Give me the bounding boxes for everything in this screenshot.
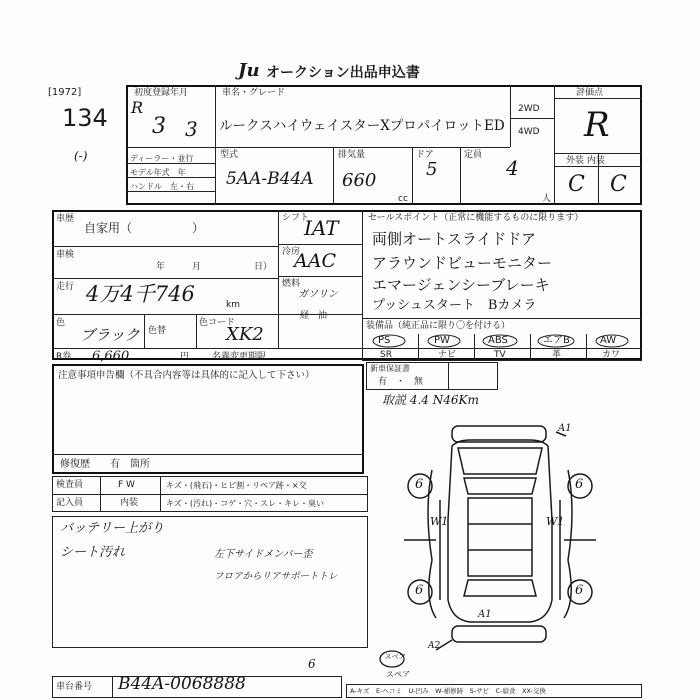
year-era: R bbox=[131, 98, 144, 117]
sheet-title: オークション出品申込書 bbox=[266, 65, 420, 81]
label-fuel: 燃料 bbox=[282, 279, 301, 289]
label-spare: スペア bbox=[386, 670, 410, 679]
equip-sr: SR bbox=[380, 350, 392, 360]
label-dealer: ディーラー・並行 bbox=[130, 154, 194, 163]
label-first-reg: 初度登録年月 bbox=[134, 88, 189, 98]
equip-tv: TV bbox=[494, 350, 506, 360]
scribble-mark: (-) bbox=[74, 149, 88, 163]
warranty-note: 取説 4.4 N46Km bbox=[382, 393, 479, 407]
warranty-options: 有 ・ 無 bbox=[378, 377, 424, 387]
chassis-value: B44A-0068888 bbox=[118, 674, 246, 694]
label-yen: 円 bbox=[180, 352, 190, 362]
label-inspection-day: 日） bbox=[254, 262, 273, 272]
label-sales-points: セールスポイント（正常に機能するものに限ります） bbox=[368, 213, 584, 223]
damage-legend: A-キズ E-ヘコミ U-凹み W-補修跡 S-サビ C-腐食 XX-交換 bbox=[350, 687, 546, 695]
label-color-code: 色コード bbox=[199, 318, 236, 328]
label-2wd: 2WD bbox=[518, 104, 540, 114]
tyre-mark-rear-right: 6 bbox=[575, 583, 584, 598]
label-repair: 修復歴 有 箇所 bbox=[60, 459, 150, 470]
label-inspection-ym: 年 月 bbox=[156, 262, 202, 272]
label-warranty: 新車保証書 bbox=[370, 364, 410, 373]
label-inspection: 車検 bbox=[56, 250, 75, 260]
chassis-mark: 6 bbox=[308, 657, 316, 671]
label-diesel: 経 油 bbox=[300, 311, 328, 321]
cc-value: 660 bbox=[342, 170, 377, 191]
interior-grade: C bbox=[610, 172, 627, 197]
label-notes: 注意事項申告欄（不具合内容等は具体的に記入して下さい） bbox=[58, 370, 315, 381]
defects-fw: キズ・(飛石)・ヒビ割・リペア跡・×交 bbox=[166, 481, 307, 490]
sales-point-4: プッシュスタート Bカメラ bbox=[372, 298, 537, 313]
equip-navi: ナビ bbox=[438, 350, 457, 360]
label-name-change: 名義変更期限 bbox=[212, 352, 267, 362]
mileage-value: 4万4千746 bbox=[86, 282, 195, 306]
sales-point-1: 両側オートスライドドア bbox=[372, 230, 536, 248]
panel-note-2: フロアからリアサポートトレ bbox=[214, 571, 338, 582]
diagram-mark-w1-right: W1 bbox=[546, 515, 565, 528]
label-fw: F W bbox=[118, 480, 135, 490]
equip-abs: ABS bbox=[488, 335, 508, 346]
defects-interior: キズ・(汚れ)・コゲ・穴・スレ・キレ・臭い bbox=[166, 499, 325, 508]
spare-stamp: スペア bbox=[384, 653, 405, 661]
label-ext-int: 外装 内装 bbox=[566, 156, 605, 166]
equip-aw: AW bbox=[600, 335, 617, 346]
label-writer: 記入員 bbox=[56, 498, 84, 508]
color-value: ブラック bbox=[80, 326, 140, 344]
shift-value: IAT bbox=[304, 216, 339, 240]
year-number: 3 bbox=[152, 114, 166, 139]
label-chassis: 車台番号 bbox=[56, 682, 93, 692]
diagram-mark-rear-corner: A2 bbox=[428, 641, 441, 651]
lot-number: 134 bbox=[62, 104, 108, 132]
equip-pw: PW bbox=[434, 335, 450, 346]
label-color: 色 bbox=[56, 318, 66, 328]
fuel-value: ガソリン bbox=[298, 289, 338, 300]
label-color-change: 色替 bbox=[148, 326, 167, 336]
color-code-value: XK2 bbox=[226, 324, 264, 345]
equip-leather: 革 bbox=[552, 350, 562, 360]
label-interior: 内装 bbox=[120, 498, 139, 508]
tyre-mark-rear-left: 6 bbox=[415, 583, 424, 598]
label-persons: 人 bbox=[542, 194, 552, 204]
capacity-value: 4 bbox=[506, 156, 519, 180]
sales-point-2: アラウンドビューモニター bbox=[372, 254, 553, 272]
label-cc: cc bbox=[398, 194, 408, 204]
label-car-name: 車名・グレード bbox=[222, 88, 286, 98]
label-km: km bbox=[226, 300, 240, 310]
equip-ps: PS bbox=[378, 335, 391, 346]
sales-point-3: エマージェンシーブレーキ bbox=[372, 276, 550, 294]
label-4wd: 4WD bbox=[518, 127, 540, 137]
equip-kawa: カワ bbox=[602, 350, 621, 360]
label-model-year: モデル年式 年 bbox=[130, 168, 186, 177]
cooling-value: AAC bbox=[294, 250, 336, 272]
equip-airbag: エアB bbox=[543, 335, 570, 346]
tyre-mark-front-right: 6 bbox=[575, 477, 584, 492]
exterior-grade: C bbox=[568, 172, 585, 197]
label-mileage: 走行 bbox=[56, 282, 75, 292]
label-history: 車歴 bbox=[56, 214, 75, 224]
note-line-2: シート汚れ bbox=[60, 545, 126, 560]
diagram-mark-front: A1 bbox=[558, 423, 572, 434]
score-value: R bbox=[584, 105, 610, 145]
label-shift: シフト bbox=[282, 213, 310, 223]
label-recycle: R券 bbox=[56, 352, 72, 362]
recycle-value: 6,660 bbox=[92, 349, 130, 364]
label-type: 型式 bbox=[220, 150, 239, 160]
label-cooling: 冷房 bbox=[282, 247, 301, 257]
label-displacement: 排気量 bbox=[338, 150, 366, 160]
tyre-mark-front-left: 6 bbox=[415, 477, 424, 492]
label-capacity: 定員 bbox=[464, 150, 483, 160]
diagram-mark-rear: A1 bbox=[478, 609, 492, 620]
note-line-1: バッテリー上がり bbox=[60, 521, 165, 536]
label-handle: ハンドル 左・右 bbox=[130, 182, 194, 191]
label-doors: ドア bbox=[416, 150, 434, 160]
label-score: 評価点 bbox=[576, 88, 604, 98]
doors-value: 5 bbox=[426, 159, 438, 180]
private-use: 自家用（ ） bbox=[84, 221, 205, 235]
panel-note-1: 左下サイドメンバー歪 bbox=[214, 549, 313, 560]
reference-number: [1972] bbox=[48, 87, 82, 98]
label-inspector: 検査員 bbox=[56, 480, 84, 490]
brand-logo: Ju bbox=[238, 60, 260, 81]
label-equipment: 装備品（純正品に限り〇を付ける） bbox=[366, 321, 511, 331]
diagram-mark-w1-left: W1 bbox=[430, 515, 449, 528]
car-name-value: ルークスハイウェイスターXプロパイロットED bbox=[219, 118, 505, 134]
month: 3 bbox=[185, 117, 198, 141]
model-code-value: 5AA-B44A bbox=[226, 169, 314, 189]
